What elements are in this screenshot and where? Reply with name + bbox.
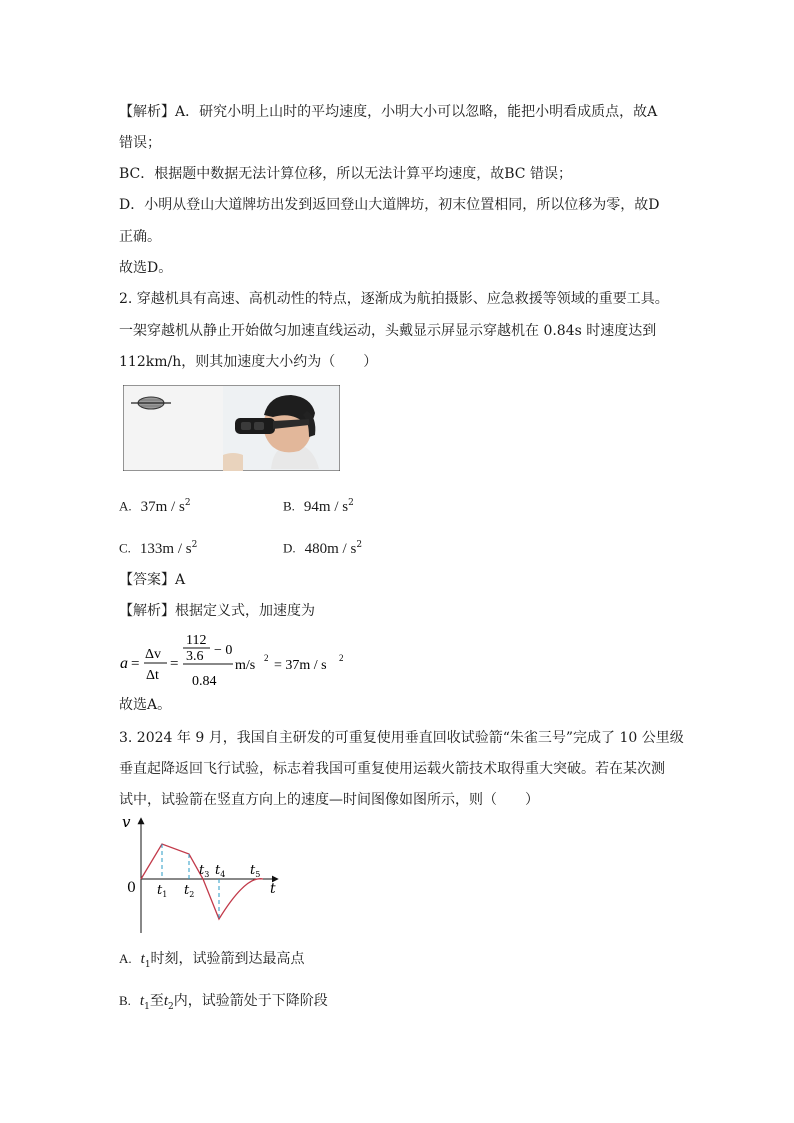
q2-answer xyxy=(119,571,185,589)
q1-analysis-line-1 xyxy=(119,103,657,121)
svg-text:2: 2 xyxy=(264,653,269,663)
q1-analysis-line-5: 正确。 xyxy=(119,229,161,245)
svg-text:=: = xyxy=(131,656,140,672)
tick-t3: $t_3$ xyxy=(199,863,210,879)
q1-conclusion: 故选D。 xyxy=(119,260,173,276)
q2-conclusion: 故选A。 xyxy=(119,697,172,713)
formula-112: 112 xyxy=(186,633,207,648)
analysis-tag: 【解析】 xyxy=(119,104,175,120)
axis-label-t: t xyxy=(270,881,276,897)
q3-stem-line-2: 垂直起降返回飞行试验，标志着我国可重复使用运载火箭技术取得重大突破。若在某次测 xyxy=(119,761,665,777)
tick-t1: $t_1$ xyxy=(157,883,168,899)
q3-option-a[interactable]: A. $t_1$时刻，试验箭到达最高点 xyxy=(119,951,305,970)
q2-stem-line-1: 2. 穿越机具有高速、高机动性的特点，逐渐成为航拍摄影、应急救援等领域的重要工具。 xyxy=(119,291,669,307)
option-b[interactable]: B. $94m / s^2$ xyxy=(283,498,354,515)
q3-stem-line-1: 3. 2024 年 9 月，我国自主研发的可重复使用垂直回收试验箭“朱雀三号”完成了 10 公里级 xyxy=(119,730,684,746)
option-c[interactable]: C. $133m / s^2$ xyxy=(119,540,198,557)
q3-stem-line-3: 试中，试验箭在竖直方向上的速度—时间图像如图所示，则（ ） xyxy=(119,792,539,808)
option-d[interactable]: D. $480m / s^2$ xyxy=(283,540,363,557)
acceleration-formula xyxy=(119,630,379,690)
svg-text:=: = xyxy=(170,656,179,672)
analysis-text: A．研究小明上山时的平均速度，小明大小可以忽略，能把小明看成质点，故A xyxy=(175,104,658,120)
option-a[interactable]: A. $37m / s^2$ xyxy=(119,498,191,515)
formula-dt: Δt xyxy=(146,668,159,683)
answer-value: A xyxy=(175,572,186,588)
fpv-goggles-photo xyxy=(123,385,340,471)
formula-3-6: 3.6 xyxy=(186,649,204,664)
tick-t2: $t_2$ xyxy=(184,883,195,899)
formula-a: a xyxy=(120,655,128,672)
tick-t5: $t_5$ xyxy=(250,863,261,879)
formula-dv: Δv xyxy=(145,647,162,662)
q1-analysis-line-2: 错误； xyxy=(119,135,161,151)
formula-minus-0: − 0 xyxy=(214,643,233,658)
analysis-tag: 【解析】 xyxy=(119,603,175,619)
formula-unit: m/s xyxy=(235,658,256,673)
q2-analysis xyxy=(119,602,315,620)
svg-text:2: 2 xyxy=(339,653,344,663)
axis-label-v: v xyxy=(122,813,131,831)
q1-analysis-line-4: D．小明从登山大道牌坊出发到返回登山大道牌坊，初末位置相同，所以位移为零，故D xyxy=(119,197,660,213)
formula-0-84: 0.84 xyxy=(192,674,217,689)
formula-result: = 37m / s xyxy=(274,658,327,673)
answer-tag: 【答案】 xyxy=(119,572,175,588)
q1-analysis-line-3: BC．根据题中数据无法计算位移，所以无法计算平均速度，故BC 错误； xyxy=(119,166,572,182)
tick-t4: $t_4$ xyxy=(215,863,226,879)
q2-stem-line-3: 112km/h，则其加速度大小约为（ ） xyxy=(119,354,378,370)
velocity-time-graph xyxy=(119,813,287,936)
q2-stem-line-2: 一架穿越机从静止开始做匀加速直线运动，头戴显示屏显示穿越机在 0.84s 时速度达到 xyxy=(119,323,657,339)
origin-label: 0 xyxy=(127,880,136,896)
analysis-text: 根据定义式，加速度为 xyxy=(175,603,315,619)
velocity-curve xyxy=(141,844,263,919)
q3-option-b[interactable]: B. $t_1$至$t_2$内，试验箭处于下降阶段 xyxy=(119,993,328,1012)
